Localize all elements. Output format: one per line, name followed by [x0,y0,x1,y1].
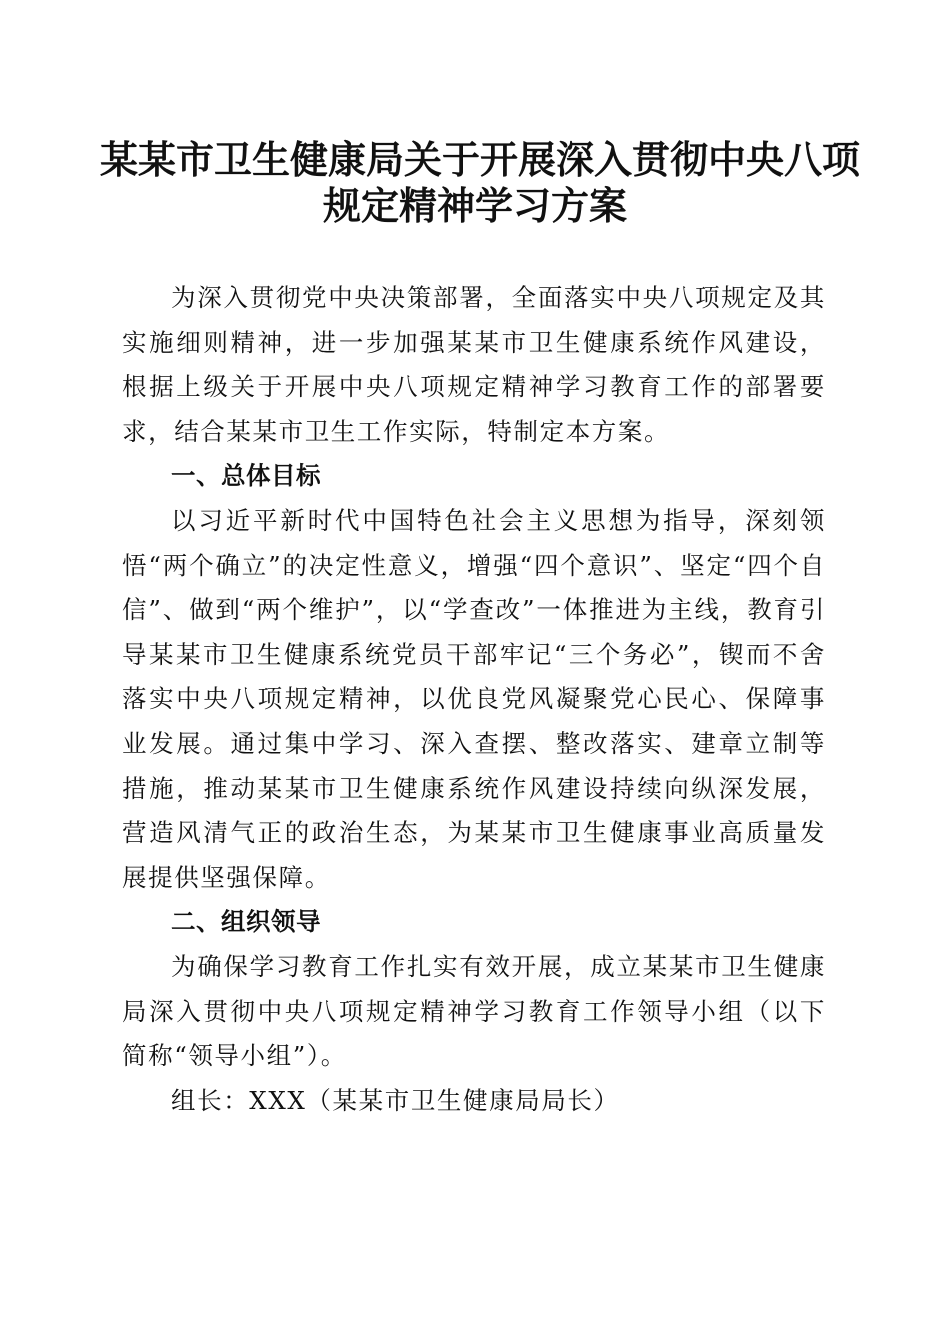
document-body [122,276,826,1123]
overall-goal-paragraph: 以习近平新时代中国特色社会主义思想为指导，深刻领悟“两个确立”的决定性意义，增强“四个意识”、坚定“四个自信”、做到“两个维护”，以“学查改”一体推进为主线，教育引导某某市卫生健康系统党员干部牢记“三个务必”，锲而不舍落实中央八项规定精神，以优良党风凝聚党心民心、保障事业发展。通过集中学习、深入查摆、整改落实、建章立制等措施，推动某某市卫生健康系统作风建设持续向纵深发展，营造风清气正的政治生态，为某某市卫生健康事业高质量发展提供坚强保障。 [122,505,826,892]
organization-paragraph: 为确保学习教育工作扎实有效开展，成立某某市卫生健康局深入贯彻中央八项规定精神学习教育工作领导小组（以下简称“领导小组”）。 [122,951,826,1071]
intro-paragraph: 为深入贯彻党中央决策部署，全面落实中央八项规定及其实施细则精神，进一步加强某某市卫生健康系统作风建设，根据上级关于开展中央八项规定精神学习教育工作的部署要求，结合某某市卫生工作实际，特制定本方案。 [122,283,826,446]
document-title-line-1: 某某市卫生健康局关于开展深入贯彻中央八项 [100,137,861,182]
section-heading-organization: 二、组织领导 [171,907,321,937]
leader-line: 组长：XXX（某某市卫生健康局局长） [171,1085,620,1115]
section-heading-overall-goal: 一、总体目标 [171,461,321,491]
document-title-line-2: 规定精神学习方案 [322,183,627,228]
